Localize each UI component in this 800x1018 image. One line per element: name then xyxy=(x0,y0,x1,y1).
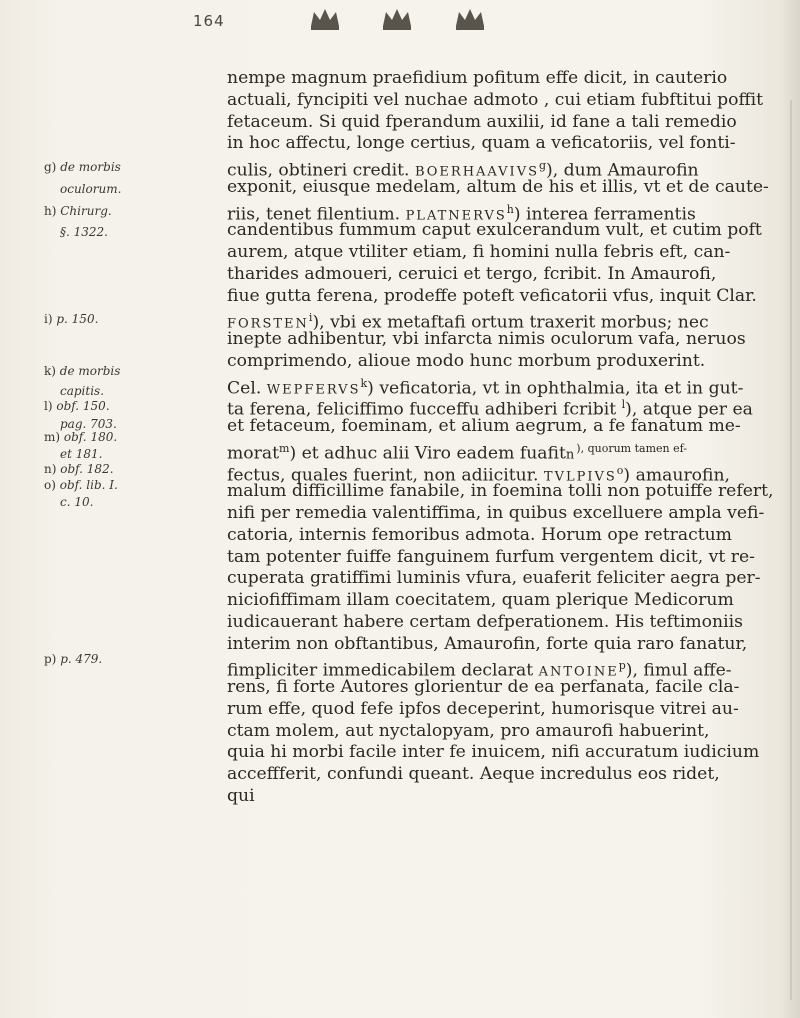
author-name: n xyxy=(565,447,577,463)
margin-note-key: l) xyxy=(44,399,53,414)
text-run: ), fimul affe- xyxy=(625,660,732,681)
page-header xyxy=(0,6,800,38)
text-run: tharides admoueri, ceruici et tergo, fcribit. In Amaurofi, xyxy=(227,263,717,284)
margin-note-key: m) xyxy=(44,429,61,444)
text-line xyxy=(227,590,775,612)
text-line xyxy=(227,394,775,420)
footnote-ref: ), quorum tamen ef- xyxy=(576,441,687,455)
margin-note-text: obf. lib. I. xyxy=(59,477,118,492)
margin-note-text: oculorum. xyxy=(60,181,122,196)
text-run: aurem, atque vtiliter etiam, fi homini nulla febris eft, can- xyxy=(227,242,731,262)
text-line xyxy=(227,655,775,681)
text-line xyxy=(227,786,775,808)
text-run: culis, obtineri credit. xyxy=(227,160,415,181)
text-line xyxy=(227,133,775,155)
text-line xyxy=(227,634,775,656)
text-line xyxy=(227,90,775,112)
margin-note-key: p) xyxy=(44,651,57,666)
margin-note-text: obf. 150. xyxy=(56,399,110,414)
text-run: catoria, internis femoribus admota. Horum ope retractum xyxy=(227,524,732,545)
text-run: actuali, fyncipiti vel nuchae admoto , cui etiam fubftitui poffit xyxy=(227,89,764,110)
margin-note-text: c. 10. xyxy=(60,494,94,509)
author-name: TVLPIVS xyxy=(543,469,617,485)
text-run: et fetaceum, foeminam, et alium aegrum, a fe fanatum me- xyxy=(227,416,741,436)
margin-note-text: de morbis xyxy=(59,364,121,379)
text-line xyxy=(227,199,775,225)
text-line xyxy=(227,68,775,90)
margin-note-text: obf. 180. xyxy=(63,429,118,444)
text-line xyxy=(227,677,775,699)
margin-note-text: §. 1322. xyxy=(60,225,108,240)
page-edge-divider xyxy=(790,100,792,1000)
margin-note xyxy=(44,462,114,476)
margin-note-key: i) xyxy=(44,312,53,327)
text-run: ) veficatoria, vt in ophthalmia, ita et in gut- xyxy=(367,378,744,399)
margin-note xyxy=(44,478,118,492)
footnote-ref: l xyxy=(621,398,626,412)
margin-note xyxy=(44,399,110,413)
text-run: ta ferena, feliciffimo fucceffu adhiberi fcribit xyxy=(227,399,622,420)
text-line xyxy=(227,242,775,264)
text-line xyxy=(227,329,775,351)
text-line xyxy=(227,264,775,286)
text-run: ctam molem, aut nyctalopyam, pro amaurofi habuerint, xyxy=(227,720,710,741)
margin-note xyxy=(44,182,121,196)
text-line xyxy=(227,112,775,134)
text-run: nifi per remedia valentiffima, in quibus excelluere ampla vefi- xyxy=(227,503,765,523)
text-run: morat xyxy=(227,443,280,464)
text-run: niciofiffimam illam coecitatem, quam plerique Medicorum xyxy=(227,590,734,610)
text-run: malum difficillime fanabile, in foemina tolli non potuiffe refert, xyxy=(227,481,774,502)
margin-note-key: k) xyxy=(44,364,56,379)
text-run: ) amaurofin, xyxy=(623,465,731,486)
margin-note-text: capitis. xyxy=(60,384,105,399)
text-line xyxy=(227,568,775,590)
footnote-ref: k xyxy=(360,376,368,390)
main-text-column xyxy=(227,68,775,808)
page-number: 164 xyxy=(193,12,225,30)
text-line xyxy=(227,416,775,438)
footnote-ref: i xyxy=(308,311,313,325)
margin-note xyxy=(44,495,93,509)
text-run: qui xyxy=(227,785,255,806)
margin-note-text: Chirurg. xyxy=(60,203,112,218)
text-line xyxy=(227,742,775,764)
text-run: nempe magnum praefidium pofitum effe dicit, in cauterio xyxy=(227,68,728,88)
margin-note xyxy=(44,652,102,666)
text-run: riis, tenet filentium. xyxy=(227,204,406,225)
text-line xyxy=(227,481,775,503)
footnote-ref: g xyxy=(538,159,547,172)
margin-note-text: p. 150. xyxy=(56,312,99,327)
text-line xyxy=(227,177,775,199)
text-run: fectus, quales fuerint, non adiicitur. xyxy=(227,465,544,486)
text-run: ), atque per ea xyxy=(625,399,753,420)
text-run: rum effe, quod fefe ipfos deceperint, humorisque vitrei au- xyxy=(227,698,739,719)
author-name: ANTOINE xyxy=(538,664,619,680)
text-line xyxy=(227,460,775,486)
text-run: fimpliciter immedicabilem declarat xyxy=(227,660,539,681)
margin-note xyxy=(44,384,104,398)
text-line xyxy=(227,699,775,721)
text-run: in hoc affectu, longe certius, quam a veficatoriis, vel fonti- xyxy=(227,133,736,154)
text-run: comprimendo, alioue modo hunc morbum produxerint. xyxy=(227,350,706,371)
text-line xyxy=(227,155,775,181)
text-run: rens, fi forte Autores glorientur de ea perfanata, facile cla- xyxy=(227,677,740,697)
text-line xyxy=(227,764,775,786)
text-run: exponit, eiusque medelam, altum de his et illis, vt et de caute- xyxy=(227,176,769,197)
margin-note xyxy=(44,160,121,174)
margin-note xyxy=(44,312,98,326)
footnote-ref: o xyxy=(616,463,624,477)
margin-note-text: obf. 182. xyxy=(60,462,114,477)
margin-note-text: p. 479. xyxy=(60,651,103,666)
text-line xyxy=(227,547,775,569)
text-line xyxy=(227,307,775,333)
text-run: interim non obftantibus, Amaurofin, forte quia raro fanatur, xyxy=(227,633,748,654)
author-name: FORSTEN xyxy=(227,316,309,332)
text-run: quia hi morbi facile inter fe inuicem, nifi accuratum iudicium xyxy=(227,742,760,763)
text-run: iudicauerant habere certam defperationem. His teftimoniis xyxy=(227,611,743,632)
margin-note xyxy=(44,225,108,239)
margin-note-text: pag. 703. xyxy=(60,416,117,431)
text-run: Cel. xyxy=(227,378,267,399)
text-line xyxy=(227,525,775,547)
footnote-ref: h xyxy=(506,202,514,216)
author-name: WEPFERVS xyxy=(266,382,361,398)
text-run: candentibus fummum caput exulcerandum vult, et cutim poft xyxy=(227,220,762,241)
text-run: fetaceum. Si quid fperandum auxilii, id fane a tali remedio xyxy=(227,111,737,132)
text-run: ), vbi ex metaftafi ortum traxerit morbus; nec xyxy=(312,312,709,333)
text-line xyxy=(227,503,775,525)
text-line xyxy=(227,438,775,464)
margin-note-text: de morbis xyxy=(60,160,121,174)
footnote-ref: m xyxy=(279,441,290,455)
text-run: inepte adhibentur, vbi infarcta nimis oculorum vafa, neruos xyxy=(227,329,746,349)
text-line xyxy=(227,373,775,399)
text-run: ) et adhuc alii Viro eadem fuafit xyxy=(289,443,566,464)
margin-note xyxy=(44,204,112,218)
margin-note xyxy=(44,417,117,431)
text-line xyxy=(227,220,775,242)
crown-ornament-icon xyxy=(453,6,487,32)
crown-ornament-icon xyxy=(308,6,342,32)
text-run: cuperata gratiffimi luminis vfura, euaferit feliciter aegra per- xyxy=(227,568,761,589)
margin-note xyxy=(44,364,120,378)
margin-note-key: o) xyxy=(44,477,56,492)
author-name: BOERHAAVIVS xyxy=(414,164,539,180)
author-name: PLATNERVS xyxy=(405,208,507,224)
footnote-ref: p xyxy=(618,659,626,673)
margin-note xyxy=(44,430,117,444)
text-run: acceffferit, confundi queant. Aeque incredulus eos ridet, xyxy=(227,764,720,784)
text-line xyxy=(227,721,775,743)
margin-note-text: et 181. xyxy=(60,447,103,462)
text-run: fiue gutta ferena, prodeffe poteft veficatorii vfus, inquit Clar. xyxy=(227,285,757,306)
text-line xyxy=(227,351,775,373)
text-line xyxy=(227,612,775,634)
text-run: tam potenter fuiffe fanguinem furfum vergentem dicit, vt re- xyxy=(227,546,755,567)
crown-ornament-icon xyxy=(380,6,414,32)
margin-note xyxy=(44,447,102,461)
margin-note-key: g) xyxy=(44,160,57,174)
text-run: ), dum Amaurofin xyxy=(546,160,699,181)
text-line xyxy=(227,286,775,308)
margin-note-key: h) xyxy=(44,203,57,218)
margin-note-key: n) xyxy=(44,462,57,477)
text-run: ) interea ferramentis xyxy=(513,204,696,225)
